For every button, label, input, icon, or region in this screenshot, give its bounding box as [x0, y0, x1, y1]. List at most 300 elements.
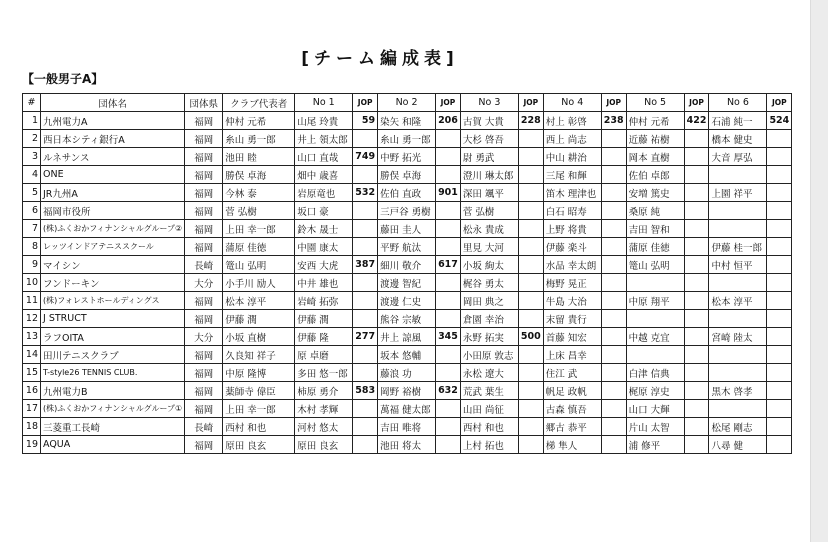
club-representative: 久良知 祥子	[223, 346, 295, 364]
player-jop-points	[518, 184, 543, 202]
player-name: 細川 敬介	[378, 256, 436, 274]
player-jop-points	[353, 238, 378, 256]
player-name: 三戸谷 勇樹	[378, 202, 436, 220]
player-jop-points	[767, 418, 792, 436]
player-jop-points	[767, 166, 792, 184]
team-name: T-style26 TENNIS CLUB.	[41, 364, 185, 382]
player-name: 中井 雄也	[295, 274, 353, 292]
player-name: 松永 貴成	[460, 220, 518, 238]
team-name: 福岡市役所	[41, 202, 185, 220]
col-header-jop: JOP	[767, 94, 792, 112]
player-name: 古森 慎吾	[543, 400, 601, 418]
player-name	[709, 202, 767, 220]
player-name: 上床 昌幸	[543, 346, 601, 364]
player-name: 多田 悠一郎	[295, 364, 353, 382]
team-name: レッツインドアテニススクール	[41, 238, 185, 256]
player-name	[626, 346, 684, 364]
club-representative: 上田 幸一郎	[223, 400, 295, 418]
player-name: 熊谷 宗敏	[378, 310, 436, 328]
table-row	[23, 130, 792, 148]
team-prefecture: 福岡	[185, 400, 223, 418]
player-jop-points	[767, 346, 792, 364]
table-row	[23, 436, 792, 454]
row-number: 18	[23, 418, 41, 436]
player-name: 畑中 歳喜	[295, 166, 353, 184]
player-name: 伊藤 隆	[295, 328, 353, 346]
player-name: 梶谷 勇太	[460, 274, 518, 292]
row-number: 16	[23, 382, 41, 400]
player-jop-points	[767, 382, 792, 400]
player-name: 倉園 幸治	[460, 310, 518, 328]
player-name: 平野 航汰	[378, 238, 436, 256]
player-name: 白石 昭寿	[543, 202, 601, 220]
player-jop-points	[684, 382, 709, 400]
player-name: 村上 彰啓	[543, 112, 601, 130]
player-name: 梶原 淳史	[626, 382, 684, 400]
player-jop-points	[684, 346, 709, 364]
team-prefecture: 福岡	[185, 436, 223, 454]
col-header-jop: JOP	[684, 94, 709, 112]
col-header-jop: JOP	[518, 94, 543, 112]
player-jop-points	[518, 292, 543, 310]
row-number: 1	[23, 112, 41, 130]
row-number: 7	[23, 220, 41, 238]
player-name: 藤田 圭人	[378, 220, 436, 238]
player-jop-points	[601, 346, 626, 364]
player-name	[626, 310, 684, 328]
player-jop-points	[684, 364, 709, 382]
player-jop-points	[518, 274, 543, 292]
row-number: 8	[23, 238, 41, 256]
row-number: 14	[23, 346, 41, 364]
player-name: 里見 大河	[460, 238, 518, 256]
team-prefecture: 福岡	[185, 148, 223, 166]
player-jop-points	[684, 238, 709, 256]
team-name: ONE	[41, 166, 185, 184]
player-jop-points	[601, 166, 626, 184]
player-name: 岡本 直樹	[626, 148, 684, 166]
player-name: 岩原竜也	[295, 184, 353, 202]
player-jop-points	[601, 256, 626, 274]
team-prefecture: 長崎	[185, 418, 223, 436]
player-name: 岩崎 拓弥	[295, 292, 353, 310]
row-number: 9	[23, 256, 41, 274]
player-name: 尉 勇武	[460, 148, 518, 166]
vertical-scrollbar[interactable]	[811, 0, 828, 542]
player-jop-points	[518, 400, 543, 418]
player-jop-points	[518, 238, 543, 256]
player-jop-points	[518, 364, 543, 382]
player-jop-points	[353, 364, 378, 382]
team-prefecture: 福岡	[185, 364, 223, 382]
player-jop-points	[518, 202, 543, 220]
player-name: 荒武 葉生	[460, 382, 518, 400]
row-number: 17	[23, 400, 41, 418]
player-name: 伊藤 潤	[295, 310, 353, 328]
col-header-rep: クラブ代表者	[223, 94, 295, 112]
team-name: J STRUCT	[41, 310, 185, 328]
player-name: 坂口 豪	[295, 202, 353, 220]
row-number: 15	[23, 364, 41, 382]
player-name: 郷古 恭平	[543, 418, 601, 436]
player-jop-points: 500	[518, 328, 543, 346]
player-jop-points	[684, 418, 709, 436]
group-label: 【一般男子A】	[22, 72, 104, 86]
club-representative: 中原 隆博	[223, 364, 295, 382]
player-jop-points	[436, 364, 461, 382]
col-header-pref: 団体県	[185, 94, 223, 112]
table-row	[23, 256, 792, 274]
player-jop-points	[518, 346, 543, 364]
table-row	[23, 202, 792, 220]
player-name: 大音 厚弘	[709, 148, 767, 166]
player-jop-points	[353, 220, 378, 238]
player-jop-points	[353, 274, 378, 292]
table-row	[23, 112, 792, 130]
club-representative: 菅 弘樹	[223, 202, 295, 220]
row-number: 3	[23, 148, 41, 166]
player-name: 蒲原 佳徳	[626, 238, 684, 256]
player-jop-points	[518, 382, 543, 400]
player-jop-points	[601, 274, 626, 292]
player-name: 坂本 悠輔	[378, 346, 436, 364]
player-jop-points	[353, 436, 378, 454]
player-name: 井上 領太郎	[295, 130, 353, 148]
player-jop-points	[518, 148, 543, 166]
player-jop-points	[518, 436, 543, 454]
player-jop-points	[353, 130, 378, 148]
player-name: 橋本 健史	[709, 130, 767, 148]
row-number: 19	[23, 436, 41, 454]
player-name: 山口 直哉	[295, 148, 353, 166]
player-name	[709, 220, 767, 238]
col-header-team: 団体名	[41, 94, 185, 112]
table-row	[23, 184, 792, 202]
player-jop-points: 228	[518, 112, 543, 130]
player-jop-points	[601, 148, 626, 166]
player-name: 西上 尚志	[543, 130, 601, 148]
player-jop-points	[684, 328, 709, 346]
player-jop-points	[767, 256, 792, 274]
player-name: 末留 貴行	[543, 310, 601, 328]
player-jop-points	[684, 274, 709, 292]
player-name: 安増 篤史	[626, 184, 684, 202]
player-name: 中村 恒平	[709, 256, 767, 274]
player-name: 中原 翔平	[626, 292, 684, 310]
player-name: 笛木 理津也	[543, 184, 601, 202]
player-jop-points: 238	[601, 112, 626, 130]
club-representative: 薬師寺 偉臣	[223, 382, 295, 400]
player-name: 上野 将貴	[543, 220, 601, 238]
player-jop-points	[436, 292, 461, 310]
table-row	[23, 328, 792, 346]
col-header-jop: JOP	[601, 94, 626, 112]
player-jop-points	[353, 418, 378, 436]
team-name: JR九州A	[41, 184, 185, 202]
player-jop-points	[767, 274, 792, 292]
club-representative: 今林 泰	[223, 184, 295, 202]
player-name: 渡邊 智紀	[378, 274, 436, 292]
player-jop-points	[684, 184, 709, 202]
player-jop-points	[353, 166, 378, 184]
player-jop-points	[518, 310, 543, 328]
table-row	[23, 364, 792, 382]
player-name: 中山 耕治	[543, 148, 601, 166]
player-name: 中越 克宜	[626, 328, 684, 346]
player-name: 勝俣 卓海	[378, 166, 436, 184]
player-jop-points	[767, 400, 792, 418]
player-jop-points	[767, 220, 792, 238]
player-jop-points	[684, 292, 709, 310]
player-name: 菅 弘樹	[460, 202, 518, 220]
player-name: 梯 隼人	[543, 436, 601, 454]
player-name: 梅野 晃正	[543, 274, 601, 292]
player-jop-points	[518, 256, 543, 274]
player-name: 原田 良玄	[295, 436, 353, 454]
player-jop-points: 59	[353, 112, 378, 130]
player-jop-points	[353, 310, 378, 328]
player-name: 萬福 健太郎	[378, 400, 436, 418]
player-jop-points: 617	[436, 256, 461, 274]
player-jop-points	[436, 202, 461, 220]
player-jop-points	[767, 238, 792, 256]
team-prefecture: 福岡	[185, 184, 223, 202]
player-jop-points	[684, 202, 709, 220]
team-prefecture: 福岡	[185, 310, 223, 328]
club-representative: 伊藤 潤	[223, 310, 295, 328]
table-row	[23, 220, 792, 238]
player-jop-points	[353, 292, 378, 310]
col-header-p3: No 3	[460, 94, 518, 112]
player-jop-points	[436, 274, 461, 292]
player-jop-points: 583	[353, 382, 378, 400]
player-name: 首藤 知宏	[543, 328, 601, 346]
player-jop-points	[436, 418, 461, 436]
player-name: 岡田 典之	[460, 292, 518, 310]
team-name: (株)ふくおかフィナンシャルグループ②	[41, 220, 185, 238]
player-jop-points	[684, 256, 709, 274]
col-header-p6: No 6	[709, 94, 767, 112]
player-jop-points	[518, 220, 543, 238]
player-jop-points	[767, 148, 792, 166]
club-representative: 西村 和也	[223, 418, 295, 436]
player-jop-points	[601, 382, 626, 400]
player-jop-points: 277	[353, 328, 378, 346]
team-name: 田川テニスクラブ	[41, 346, 185, 364]
col-header-jop: JOP	[436, 94, 461, 112]
player-name: 深田 颯平	[460, 184, 518, 202]
player-jop-points	[601, 130, 626, 148]
player-jop-points	[436, 220, 461, 238]
player-name: 水品 幸太朗	[543, 256, 601, 274]
team-prefecture: 長崎	[185, 256, 223, 274]
table-row	[23, 238, 792, 256]
team-prefecture: 福岡	[185, 202, 223, 220]
player-name: 小田原 敦志	[460, 346, 518, 364]
player-name: 池田 将太	[378, 436, 436, 454]
player-name: 西村 和也	[460, 418, 518, 436]
player-name: 澄川 琳太郎	[460, 166, 518, 184]
team-prefecture: 福岡	[185, 112, 223, 130]
player-jop-points	[684, 130, 709, 148]
team-prefecture: 大分	[185, 274, 223, 292]
team-prefecture: 福岡	[185, 382, 223, 400]
player-name: 岡野 裕樹	[378, 382, 436, 400]
club-representative: 池田 睦	[223, 148, 295, 166]
player-jop-points	[601, 238, 626, 256]
player-jop-points	[436, 436, 461, 454]
player-jop-points	[601, 310, 626, 328]
player-name: 松尾 剛志	[709, 418, 767, 436]
club-representative: 上田 幸一郎	[223, 220, 295, 238]
player-name	[709, 400, 767, 418]
roster-body	[23, 112, 792, 454]
player-name	[709, 166, 767, 184]
player-name: 原 卓磨	[295, 346, 353, 364]
player-jop-points	[601, 328, 626, 346]
table-row	[23, 310, 792, 328]
table-row	[23, 274, 792, 292]
team-name: AQUA	[41, 436, 185, 454]
col-header-p1: No 1	[295, 94, 353, 112]
player-jop-points	[684, 220, 709, 238]
player-name: 永野 拓実	[460, 328, 518, 346]
player-jop-points	[767, 436, 792, 454]
club-representative: 松本 淳平	[223, 292, 295, 310]
player-jop-points	[767, 310, 792, 328]
player-name: 安西 大虎	[295, 256, 353, 274]
player-jop-points	[436, 400, 461, 418]
player-jop-points	[436, 310, 461, 328]
player-name: 篭山 弘明	[626, 256, 684, 274]
player-name: 上園 祥平	[709, 184, 767, 202]
player-jop-points	[767, 130, 792, 148]
player-name: 黒木 啓孝	[709, 382, 767, 400]
player-name: 佐伯 卓郎	[626, 166, 684, 184]
player-name	[626, 274, 684, 292]
team-roster-table	[22, 93, 792, 454]
player-name: 木村 孝輝	[295, 400, 353, 418]
player-name	[709, 274, 767, 292]
player-name: 白津 信典	[626, 364, 684, 382]
player-jop-points: 345	[436, 328, 461, 346]
team-name: マイシン	[41, 256, 185, 274]
player-jop-points	[601, 364, 626, 382]
player-name: 山尾 玲貴	[295, 112, 353, 130]
player-name: 大杉 啓吾	[460, 130, 518, 148]
player-name: 中園 康太	[295, 238, 353, 256]
player-jop-points	[767, 364, 792, 382]
club-representative: 蒲原 佳徳	[223, 238, 295, 256]
player-name: 糸山 勇一郎	[378, 130, 436, 148]
team-name: 九州電力A	[41, 112, 185, 130]
club-representative: 小手川 励人	[223, 274, 295, 292]
col-header-p4: No 4	[543, 94, 601, 112]
player-name: 松本 淳平	[709, 292, 767, 310]
player-jop-points	[436, 130, 461, 148]
player-name: 三尾 和輝	[543, 166, 601, 184]
row-number: 13	[23, 328, 41, 346]
player-name: 古賀 大貴	[460, 112, 518, 130]
club-representative: 原田 良玄	[223, 436, 295, 454]
player-jop-points: 901	[436, 184, 461, 202]
header-row	[23, 94, 792, 112]
club-representative: 勝俣 卓海	[223, 166, 295, 184]
player-name: 鈴木 晟士	[295, 220, 353, 238]
player-jop-points	[518, 418, 543, 436]
player-name: 山口 大輝	[626, 400, 684, 418]
player-name: 片山 太智	[626, 418, 684, 436]
player-jop-points	[684, 400, 709, 418]
player-name: 小坂 絢太	[460, 256, 518, 274]
row-number: 11	[23, 292, 41, 310]
team-name: 三菱重工長崎	[41, 418, 185, 436]
team-name: ルネサンス	[41, 148, 185, 166]
player-jop-points	[353, 346, 378, 364]
player-jop-points	[601, 184, 626, 202]
player-jop-points	[684, 148, 709, 166]
player-name: 吉田 智和	[626, 220, 684, 238]
player-jop-points	[436, 346, 461, 364]
player-name: 石浦 純一	[709, 112, 767, 130]
player-jop-points: 532	[353, 184, 378, 202]
player-name: 近藤 祐樹	[626, 130, 684, 148]
player-jop-points	[601, 202, 626, 220]
player-jop-points: 387	[353, 256, 378, 274]
player-jop-points	[767, 184, 792, 202]
player-name: 山田 尚征	[460, 400, 518, 418]
team-prefecture: 福岡	[185, 346, 223, 364]
table-row	[23, 292, 792, 310]
player-name: 上村 拓也	[460, 436, 518, 454]
row-number: 2	[23, 130, 41, 148]
player-name	[709, 346, 767, 364]
row-number: 12	[23, 310, 41, 328]
player-name: 伊藤 桂一郎	[709, 238, 767, 256]
player-jop-points	[518, 166, 543, 184]
player-jop-points	[353, 400, 378, 418]
player-jop-points	[353, 202, 378, 220]
player-name: 牛島 大治	[543, 292, 601, 310]
team-prefecture: 福岡	[185, 166, 223, 184]
player-jop-points: 524	[767, 112, 792, 130]
player-jop-points	[767, 202, 792, 220]
table-row	[23, 346, 792, 364]
team-name: 九州電力B	[41, 382, 185, 400]
player-name: 渡邊 仁史	[378, 292, 436, 310]
player-jop-points	[436, 148, 461, 166]
player-name: 帆足 政帆	[543, 382, 601, 400]
player-name: 中野 拓光	[378, 148, 436, 166]
col-header-p2: No 2	[378, 94, 436, 112]
player-jop-points	[767, 328, 792, 346]
team-prefecture: 福岡	[185, 220, 223, 238]
player-jop-points	[601, 400, 626, 418]
player-name: 佐伯 直政	[378, 184, 436, 202]
team-prefecture: 福岡	[185, 238, 223, 256]
club-representative: 篭山 弘明	[223, 256, 295, 274]
player-jop-points	[436, 238, 461, 256]
player-jop-points	[601, 418, 626, 436]
player-name: 吉田 唯将	[378, 418, 436, 436]
table-row	[23, 400, 792, 418]
page-title: [チーム編成表]	[301, 49, 459, 69]
table-row	[23, 148, 792, 166]
player-name: 浦 修平	[626, 436, 684, 454]
player-name: 河村 悠太	[295, 418, 353, 436]
row-number: 6	[23, 202, 41, 220]
player-name: 染矢 和隆	[378, 112, 436, 130]
